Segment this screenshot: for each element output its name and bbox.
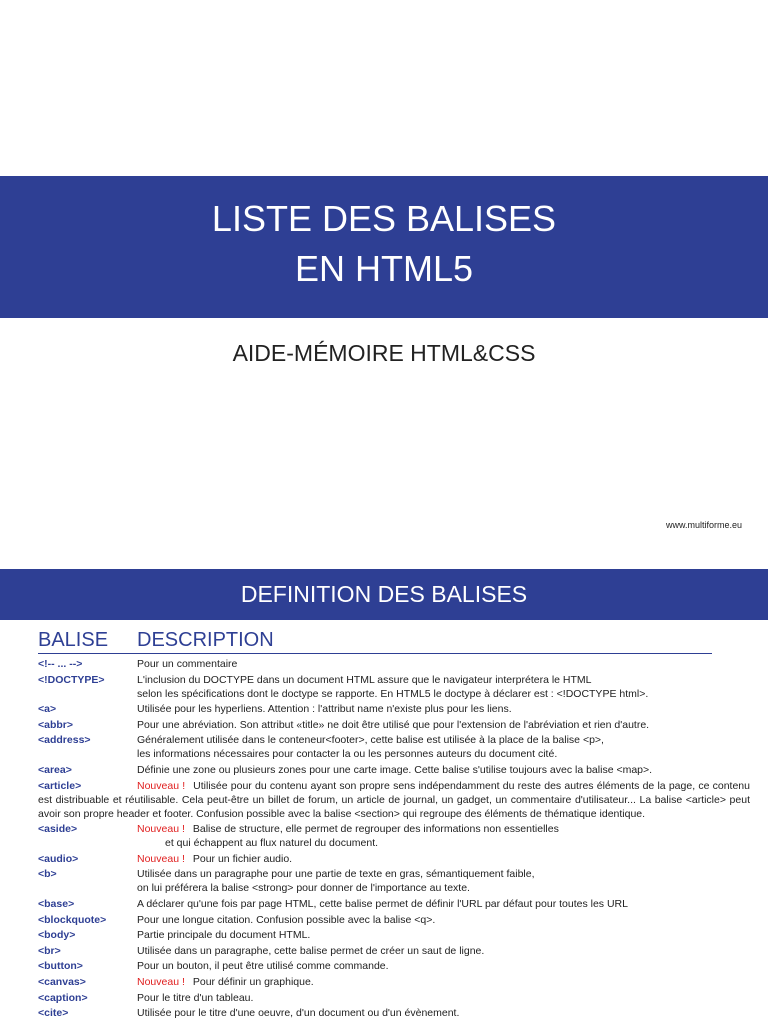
description-line	[137, 836, 750, 850]
description-line	[137, 913, 750, 927]
description-line	[137, 763, 750, 777]
description-line	[137, 673, 750, 687]
description-text: Utilisée pour du contenu ayant son propre sens indépendamment du reste des autres éléments de la page, ce contenu est distribuable et réutilisable. Cela peut-être un billet de forum, un article de journal, un gadget, un commentaire d'utilisateur... La balise <article> peut avoir son propre header et footer. Confusion possible avec la balise <section> qui regroupe des éléments de thématique identique.	[38, 779, 750, 820]
description-line	[137, 702, 750, 716]
new-badge: Nouveau !	[137, 779, 186, 792]
description-text: Définie une zone ou plusieurs zones pour une carte image. Cette balise s'utilise toujours avec la balise <map>.	[137, 763, 653, 776]
table-row	[38, 733, 750, 761]
description-line	[137, 1006, 750, 1020]
description-text: Pour définir un graphique.	[192, 975, 314, 988]
table-row	[38, 991, 750, 1005]
tag-name: <caption>	[38, 991, 88, 1004]
new-badge: Nouveau !	[137, 823, 185, 836]
description-line	[137, 881, 750, 895]
tag-description	[137, 852, 750, 866]
tag-description	[137, 1006, 750, 1020]
tag-name: <a>	[38, 703, 57, 716]
title-banner	[0, 176, 768, 318]
table-row	[38, 959, 750, 973]
description-line	[137, 928, 750, 942]
tag-description	[137, 944, 750, 958]
description-line	[137, 944, 750, 958]
tag-name: <br>	[38, 944, 61, 957]
tag-name: <audio>	[38, 852, 79, 865]
description-text: Pour une abréviation. Son attribut «title» ne doit être utilisé que pour l'extension de l'abréviation et rien d'autre.	[137, 718, 650, 731]
table-row	[38, 822, 750, 850]
table-row	[38, 867, 750, 895]
description-text: Partie principale du document HTML.	[137, 929, 311, 942]
tag-name: <blockquote>	[38, 913, 107, 926]
tag-description	[137, 897, 750, 911]
description-text: Utilisée pour le titre d'une oeuvre, d'un document ou d'un évènement.	[137, 1007, 460, 1020]
section-banner	[0, 569, 768, 620]
description-text: et qui échappent au flux naturel du document.	[165, 837, 379, 850]
column-header-description: DESCRIPTION	[137, 629, 274, 651]
description-line	[137, 718, 750, 732]
tag-list	[38, 657, 750, 1022]
table-row	[38, 718, 750, 732]
description-line	[137, 733, 750, 747]
description-text: Généralement utilisée dans le conteneur<footer>, cette balise est utilisée à la place de la balise <p>,	[137, 734, 604, 747]
table-row	[38, 944, 750, 958]
table-row	[38, 702, 750, 716]
description-text: Utilisée pour les hyperliens. Attention : l'attribut name n'existe plus pour les liens.	[137, 703, 512, 716]
description-line	[137, 822, 750, 836]
tag-description	[137, 673, 750, 701]
table-row	[38, 928, 750, 942]
description-text: Pour un fichier audio.	[192, 852, 293, 865]
table-row	[38, 897, 750, 911]
description-text: A déclarer qu'une fois par page HTML, cette balise permet de définir l'URL par défaut pour toutes les URL	[137, 897, 628, 910]
column-header-tag: BALISE	[38, 629, 109, 651]
tag-name: <area>	[38, 763, 72, 776]
description-line	[137, 991, 750, 1005]
tag-name: <body>	[38, 929, 76, 942]
description-text: Pour un commentaire	[137, 658, 238, 670]
tag-description	[137, 718, 750, 732]
description-text: Utilisée dans un paragraphe pour une partie de texte en gras, sémantiquement faible,	[137, 868, 535, 881]
tag-name: <canvas>	[38, 975, 86, 988]
tag-description	[137, 867, 750, 895]
tag-description	[137, 822, 750, 850]
new-badge: Nouveau !	[137, 975, 185, 988]
description-line	[137, 852, 750, 866]
page-title-line1: LISTE DES BALISES	[211, 198, 557, 239]
description-text: Pour un bouton, il peut être utilisé comme commande.	[137, 960, 389, 973]
tag-description	[137, 928, 750, 942]
table-row	[38, 852, 750, 866]
tag-name: <cite>	[38, 1007, 69, 1020]
page-title-line2: EN HTML5	[294, 248, 474, 289]
description-line	[137, 897, 750, 911]
site-url: www.multiforme.eu	[665, 520, 742, 530]
table-row	[38, 913, 750, 927]
tag-description	[137, 959, 750, 973]
tag-name: <button>	[38, 960, 83, 973]
table-row	[38, 673, 750, 701]
description-line	[137, 975, 750, 989]
tag-description	[137, 975, 750, 989]
table-row	[38, 779, 750, 821]
description-text: Utilisée dans un paragraphe, cette balise permet de créer un saut de ligne.	[137, 944, 485, 957]
tag-name: <abbr>	[38, 718, 74, 731]
tag-description	[137, 991, 750, 1005]
tag-description	[137, 763, 750, 777]
section-title: DEFINITION DES BALISES	[240, 581, 528, 607]
tag-description	[137, 702, 750, 716]
description-line	[137, 657, 750, 671]
description-text: Balise de structure, elle permet de regrouper des informations non essentielles	[192, 823, 559, 836]
tag-name: <aside>	[38, 823, 78, 836]
description-text: L'inclusion du DOCTYPE dans un document HTML assure que le navigateur interprétera le HTML	[137, 673, 592, 686]
table-row	[38, 1006, 750, 1020]
tag-name: <!-- ... -->	[38, 658, 83, 670]
tag-name: <address>	[38, 734, 91, 747]
description-line	[137, 867, 750, 881]
description-text: selon les spécifications dont le doctype se rapporte. En HTML5 le doctype à déclarer est : <!DOCTYPE html>.	[137, 687, 649, 700]
table-row	[38, 657, 750, 671]
description-line	[137, 687, 750, 701]
description-line	[137, 747, 750, 761]
description-text: on lui préférera la balise <strong> pour donner de l'importance au texte.	[137, 882, 470, 895]
tag-description	[137, 913, 750, 927]
description-text: Pour le titre d'un tableau.	[137, 991, 254, 1004]
new-badge: Nouveau !	[137, 852, 185, 865]
description-text: Pour une longue citation. Confusion possible avec la balise <q>.	[137, 913, 436, 926]
tag-name: <base>	[38, 897, 75, 910]
tag-name: <b>	[38, 868, 57, 881]
description-text: les informations nécessaires pour contacter la ou les personnes auteurs du document cité.	[137, 748, 558, 761]
description-line	[137, 959, 750, 973]
table-row	[38, 975, 750, 989]
tag-name: <article>	[38, 779, 82, 792]
tag-name: <!DOCTYPE>	[38, 673, 105, 686]
tag-description	[137, 733, 750, 761]
table-header	[38, 629, 712, 654]
tag-description	[38, 779, 750, 821]
page-subtitle: AIDE-MÉMOIRE HTML&CSS	[232, 340, 536, 366]
tag-description	[137, 657, 750, 671]
table-row	[38, 763, 750, 777]
